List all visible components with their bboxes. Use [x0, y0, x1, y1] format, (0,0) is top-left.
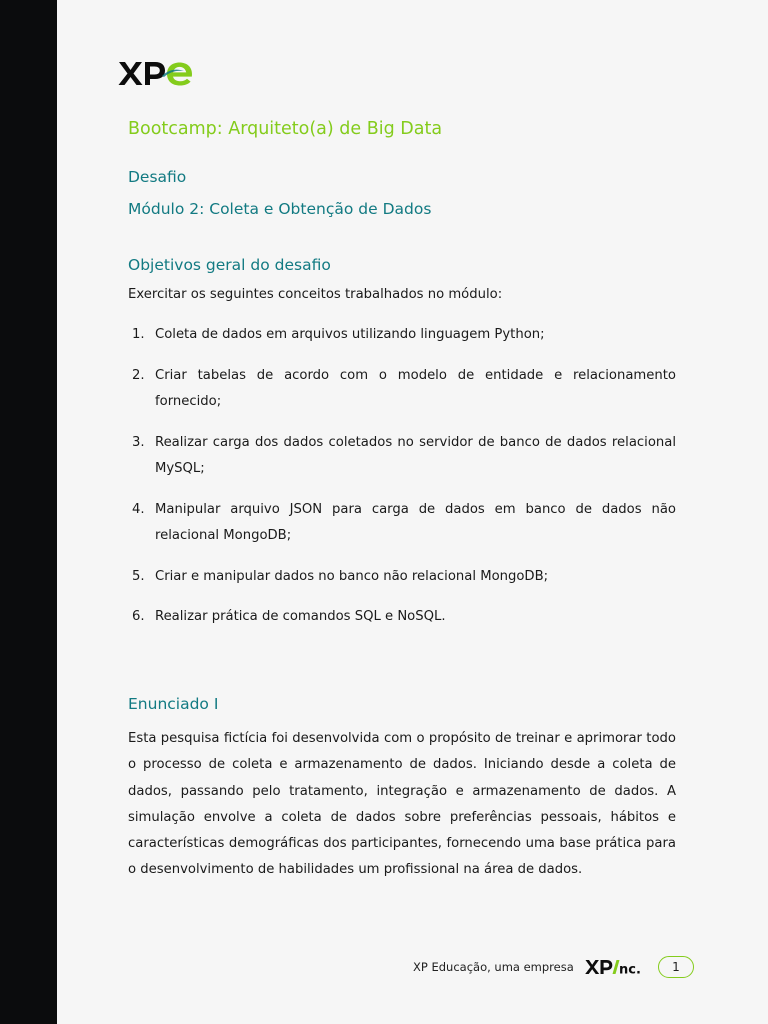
list-item-number: 1. — [132, 327, 145, 342]
enunciado-paragraph: Esta pesquisa fictícia foi desenvolvida com o propósito de treinar e aprimorar todo o processo de coleta e armazenamento de dados. Iniciando desde a coleta de dados, passando pelo tratamento, integração e armazenamento de dados. A simulação envolve a coleta de dados sobre preferências pessoais, hábitos e características demográficas dos participantes, fornecendo uma base prática para o desenvolvimento de habilidades um profissional na área de dados. — [128, 731, 676, 878]
list-item-text: Manipular arquivo JSON para carga de dados em banco de dados não relacional MongoDB; — [155, 501, 676, 543]
list-item-text: Criar tabelas de acordo com o modelo de entidade e relacionamento fornecido; — [155, 367, 676, 409]
list-item — [128, 564, 676, 591]
enunciado-heading: Enunciado I — [128, 695, 219, 713]
svg-text:nc.: nc. — [619, 962, 641, 976]
footer-company-text: XP Educação, uma empresa — [413, 960, 574, 974]
page-title: Bootcamp: Arquiteto(a) de Big Data — [128, 119, 443, 139]
list-item — [128, 497, 676, 550]
list-item — [128, 322, 676, 349]
list-item-text: Realizar prática de comandos SQL e NoSQL. — [155, 609, 446, 624]
objectives-list — [128, 322, 676, 645]
objectives-heading: Objetivos geral do desafio — [128, 256, 331, 274]
module-heading: Módulo 2: Coleta e Obtenção de Dados — [128, 200, 432, 218]
list-item — [128, 363, 676, 416]
list-item-text: Criar e manipular dados no banco não relacional MongoDB; — [155, 568, 549, 584]
list-item-number: 2. — [132, 367, 145, 383]
section-label: Desafio — [128, 168, 187, 186]
left-sidebar-strip — [0, 0, 57, 1024]
list-item-number: 5. — [132, 568, 145, 584]
list-item-text: Coleta de dados em arquivos utilizando linguagem Python; — [155, 327, 545, 342]
xpe-logo — [118, 58, 194, 88]
list-item-number: 6. — [132, 609, 145, 624]
list-item-number: 4. — [132, 501, 145, 517]
page-number-badge: 1 — [658, 956, 694, 978]
list-item — [128, 604, 676, 631]
xp-inc-logo — [585, 958, 651, 976]
objectives-intro: Exercitar os seguintes conceitos trabalhados no módulo: — [128, 287, 503, 302]
list-item-text: Realizar carga dos dados coletados no servidor de banco de dados relacional MySQL; — [155, 434, 676, 476]
list-item-number: 3. — [132, 434, 145, 450]
list-item — [128, 430, 676, 483]
